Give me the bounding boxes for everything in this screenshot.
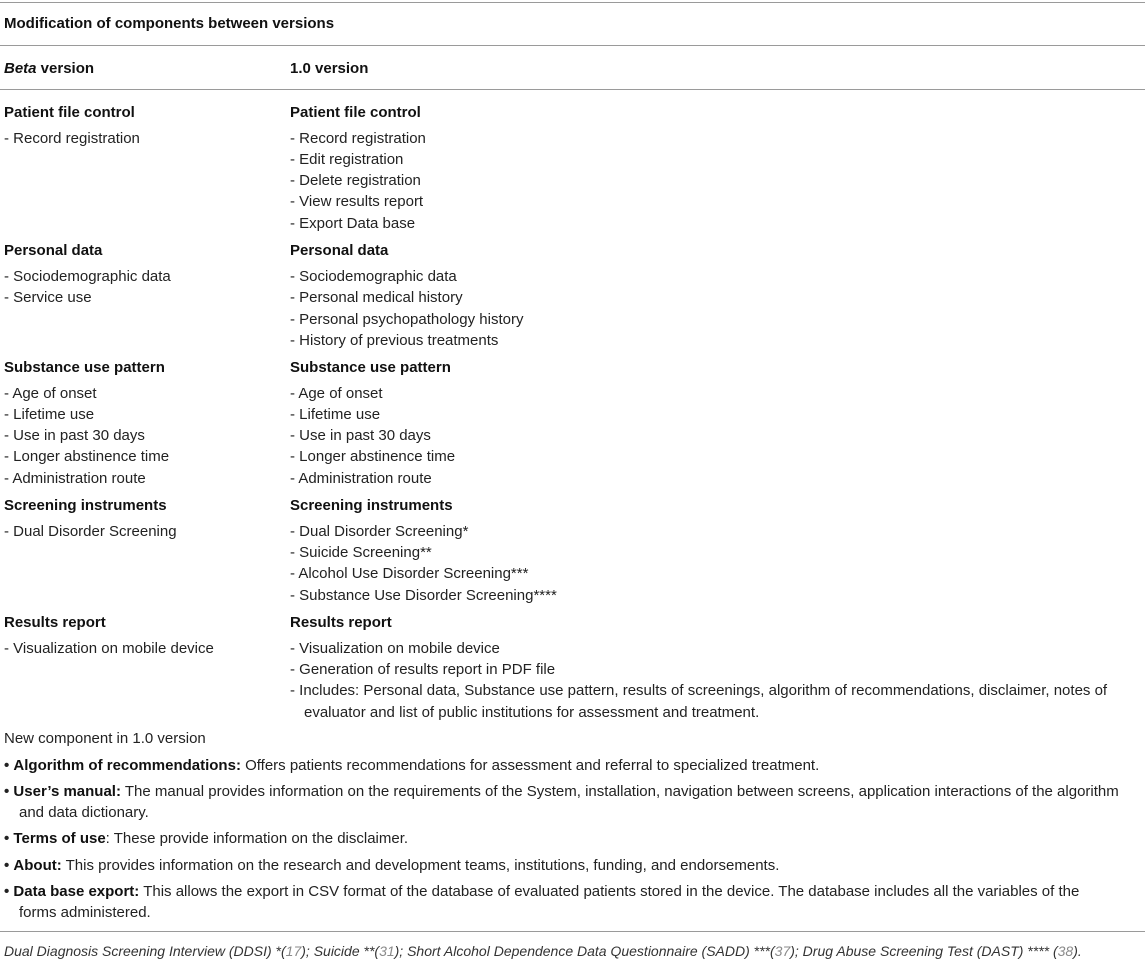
bullet-icon: •: [4, 883, 14, 900]
bullet-icon: •: [4, 830, 14, 847]
column-header-v1: 1.0 version: [290, 60, 369, 77]
list-item: - Lifetime use: [290, 406, 381, 423]
footnote-text: Dual Diagnosis Screening Interview (DDSI) *(: [4, 943, 286, 959]
bullet-text: Offers patients recommendations for assessment and referral to specialized treatment.: [240, 757, 820, 774]
list-item: - Personal psychopathology history: [290, 311, 524, 328]
list-item: - Record registration: [4, 130, 140, 147]
list-item: - Alcohol Use Disorder Screening***: [290, 565, 529, 582]
footnote-text: ).: [1073, 943, 1082, 959]
new-component-label: New component in 1.0 version: [4, 730, 206, 747]
bullet-continuation: and data dictionary.: [19, 804, 149, 821]
list-item: - Visualization on mobile device: [4, 640, 214, 657]
list-item: - Record registration: [290, 130, 426, 147]
reference-link[interactable]: 38: [1057, 943, 1074, 959]
bullet-term: Algorithm of recommendations:: [13, 757, 241, 774]
header-rule: [0, 89, 1145, 90]
section-heading-beta: Substance use pattern: [4, 359, 165, 376]
table-top-rule: [0, 2, 1145, 3]
list-item: - View results report: [290, 193, 424, 210]
reference-link[interactable]: 31: [379, 943, 395, 959]
bullet-icon: •: [4, 857, 14, 874]
list-item: - Administration route: [290, 470, 432, 487]
list-item: - Administration route: [4, 470, 146, 487]
list-item: - Substance Use Disorder Screening****: [290, 587, 557, 604]
footnote-text: ); Suicide **(: [301, 943, 380, 959]
list-item: - Use in past 30 days: [290, 427, 431, 444]
footnote-text: ); Short Alcohol Dependence Data Questionnaire (SADD) ***(: [394, 943, 775, 959]
bullet-item: [4, 755, 819, 776]
section-heading-v1: Results report: [290, 614, 392, 631]
list-item: - Lifetime use: [4, 406, 95, 423]
table-title: Modification of components between versions: [4, 15, 335, 32]
list-item: - Sociodemographic data: [4, 268, 171, 285]
section-heading-beta: Patient file control: [4, 104, 135, 121]
list-item: - Sociodemographic data: [290, 268, 457, 285]
bullet-term: Terms of use: [13, 830, 106, 847]
list-item: - History of previous treatments: [290, 332, 499, 349]
bullet-text: : These provide information on the disclaimer.: [105, 830, 409, 847]
bullet-item: [4, 881, 1079, 902]
footnote-text: ); Drug Abuse Screening Test (DAST) **** (: [790, 943, 1058, 959]
section-heading-beta: Personal data: [4, 242, 103, 259]
list-item: - Use in past 30 days: [4, 427, 145, 444]
beta-version-text: version: [36, 60, 95, 77]
list-item: - Suicide Screening**: [290, 544, 432, 561]
bullet-text: This provides information on the research and development teams, institutions, funding, and endorsements.: [61, 857, 780, 874]
bullet-item: [4, 781, 1119, 802]
bullet-continuation: forms administered.: [19, 904, 151, 921]
list-item: - Edit registration: [290, 151, 404, 168]
section-heading-beta: Screening instruments: [4, 497, 167, 514]
bullet-icon: •: [4, 783, 14, 800]
bullet-item: [4, 855, 779, 876]
title-rule: [0, 45, 1145, 46]
list-item: - Export Data base: [290, 215, 416, 232]
list-item: - Personal medical history: [290, 289, 463, 306]
list-item: - Dual Disorder Screening: [4, 523, 177, 540]
column-header-beta: [4, 58, 94, 79]
section-heading-v1: Screening instruments: [290, 497, 453, 514]
bullet-term: User’s manual:: [13, 783, 121, 800]
reference-link[interactable]: 17: [285, 943, 302, 959]
bullet-term: About:: [13, 857, 62, 874]
bullet-term: Data base export:: [13, 883, 140, 900]
list-item: - Visualization on mobile device: [290, 640, 500, 657]
list-item: - Dual Disorder Screening*: [290, 523, 469, 540]
list-item: - Longer abstinence time: [290, 448, 456, 465]
beta-italic: Beta: [4, 60, 37, 77]
bullet-icon: •: [4, 757, 14, 774]
table-footnote: [4, 941, 1082, 962]
list-item: - Longer abstinence time: [4, 448, 170, 465]
bullet-item: [4, 828, 408, 849]
section-heading-v1: Patient file control: [290, 104, 421, 121]
bullet-text: The manual provides information on the requirements of the System, installation, navigation between screens, application interactions of the algorithm: [120, 783, 1119, 800]
list-item: - Includes: Personal data, Substance use pattern, results of screenings, algorithm of recommendations, disclaimer, notes of: [290, 682, 1108, 699]
list-item: - Delete registration: [290, 172, 421, 189]
section-heading-beta: Results report: [4, 614, 106, 631]
section-heading-v1: Personal data: [290, 242, 389, 259]
list-item: - Service use: [4, 289, 92, 306]
list-item: - Age of onset: [4, 385, 97, 402]
list-item: - Generation of results report in PDF file: [290, 661, 556, 678]
bullet-text: This allows the export in CSV format of the database of evaluated patients stored in the device. The database includes all the variables of the: [139, 883, 1080, 900]
table-bottom-rule: [0, 931, 1145, 932]
list-item: - Age of onset: [290, 385, 383, 402]
section-heading-v1: Substance use pattern: [290, 359, 451, 376]
list-item-continuation: evaluator and list of public institutions for assessment and treatment.: [304, 704, 760, 721]
reference-link[interactable]: 37: [774, 943, 791, 959]
